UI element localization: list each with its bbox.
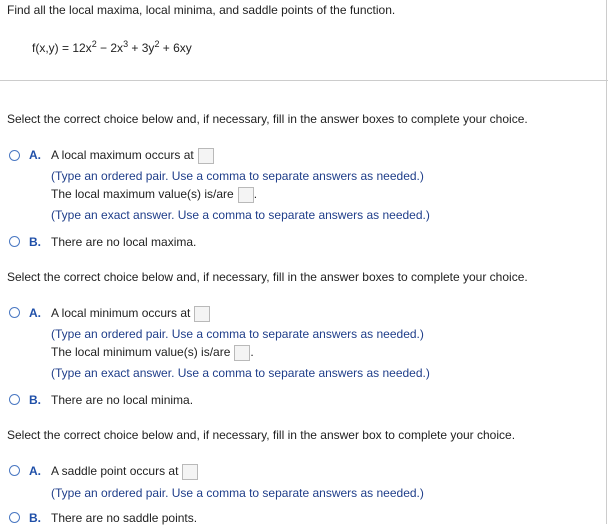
answer-box-saddle-location[interactable] [182, 464, 198, 480]
min-value-row: The local minimum value(s) is/are . [51, 345, 254, 360]
hint-min-pair: (Type an ordered pair. Use a comma to separate answers as needed.) [51, 327, 424, 341]
choice-min-b: There are no local minima. [51, 393, 194, 407]
answer-box-min-value[interactable] [234, 345, 250, 361]
choice-letter-min-a: A. [29, 306, 41, 320]
function-expression: $f(x,y) = 12x^2 - 2x^3 + 3y^2 + 6xy$ [32, 39, 192, 55]
instruction-max: Select the correct choice below and, if necessary, fill in the answer boxes to complete your choice. [7, 112, 528, 126]
choice-min-a: A local minimum occurs at [51, 306, 210, 322]
instruction-saddle: Select the correct choice below and, if necessary, fill in the answer box to complete your choice. [7, 428, 516, 442]
radio-min-b[interactable] [9, 394, 20, 405]
hint-max-pair: (Type an ordered pair. Use a comma to separate answers as needed.) [51, 169, 424, 183]
choice-saddle-b: There are no saddle points. [51, 511, 198, 525]
radio-max-b[interactable] [9, 236, 20, 247]
max-value-row: The local maximum value(s) is/are . [51, 187, 258, 202]
right-border [606, 0, 607, 524]
choice-max-b: There are no local maxima. [51, 235, 197, 249]
radio-min-a[interactable] [9, 307, 20, 318]
instruction-min: Select the correct choice below and, if necessary, fill in the answer boxes to complete your choice. [7, 270, 528, 284]
answer-box-min-location[interactable] [194, 306, 210, 322]
radio-max-a[interactable] [9, 150, 20, 161]
hint-min-exact: (Type an exact answer. Use a comma to separate answers as needed.) [51, 366, 430, 380]
answer-box-max-location[interactable] [198, 148, 214, 164]
question-prompt: Find all the local maxima, local minima, and saddle points of the function. [7, 3, 396, 17]
choice-letter-max-a: A. [29, 148, 41, 162]
answer-box-max-value[interactable] [238, 187, 254, 203]
choice-letter-min-b: B. [29, 393, 41, 407]
choice-max-a: A local maximum occurs at [51, 148, 214, 164]
hint-max-exact: (Type an exact answer. Use a comma to separate answers as needed.) [51, 208, 430, 222]
choice-letter-saddle-b: B. [29, 511, 41, 525]
divider [0, 80, 608, 81]
choice-letter-max-b: B. [29, 235, 41, 249]
radio-saddle-a[interactable] [9, 465, 20, 476]
choice-saddle-a: A saddle point occurs at [51, 464, 198, 480]
hint-saddle-pair: (Type an ordered pair. Use a comma to separate answers as needed.) [51, 486, 424, 500]
choice-letter-saddle-a: A. [29, 464, 41, 478]
radio-saddle-b[interactable] [9, 512, 20, 523]
